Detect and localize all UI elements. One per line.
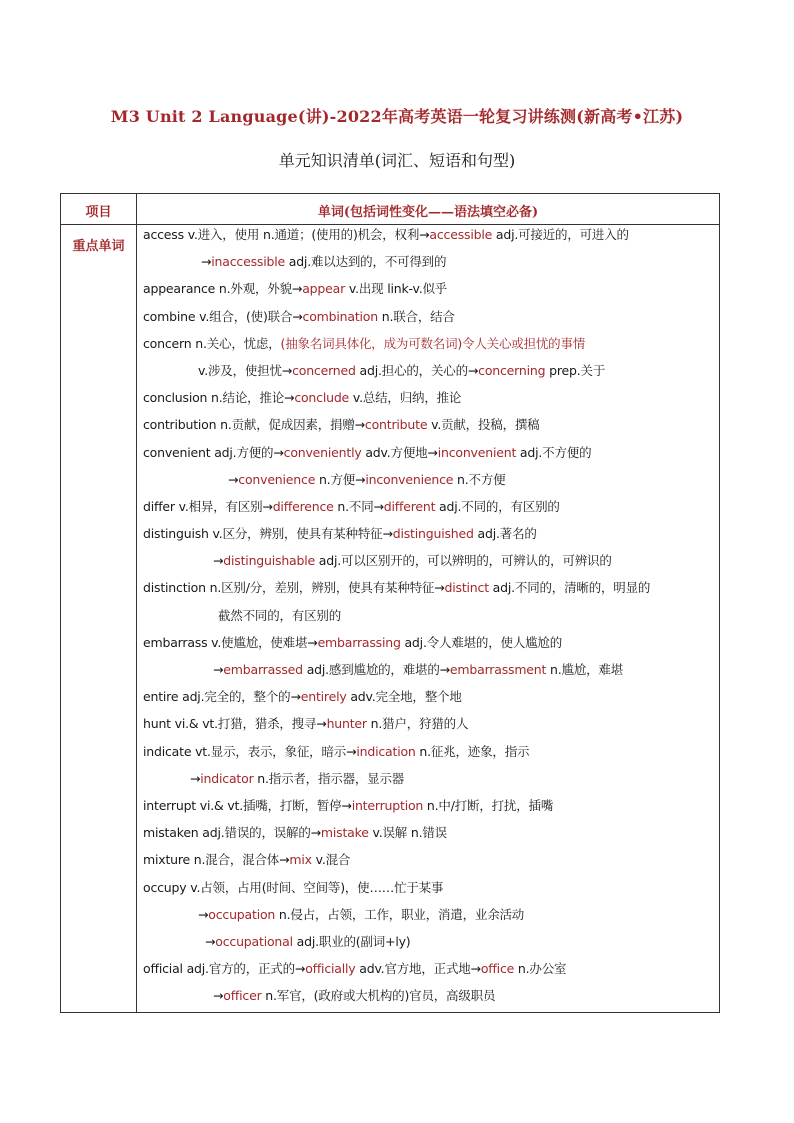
vocab-line bbox=[143, 906, 713, 933]
derived-word: convenience bbox=[238, 471, 316, 487]
table-category-label: 重点单词 bbox=[72, 239, 125, 254]
word-text: v.总结，归纳，推论 bbox=[349, 390, 462, 406]
word-text: v.误解 n.错误 bbox=[368, 825, 447, 841]
word-text: n.不同→ bbox=[333, 498, 384, 514]
word-text: appearance n.外观，外貌→ bbox=[143, 281, 303, 297]
vocab-line bbox=[143, 770, 713, 797]
derived-word: office bbox=[480, 961, 515, 977]
word-text: adj.职业的(副词+ly) bbox=[292, 933, 411, 949]
word-text: n.侵占，占领，工作，职业，消遣，业余活动 bbox=[275, 906, 525, 922]
word-text: v.出现 link-v.似乎 bbox=[345, 281, 448, 297]
vocab-line bbox=[143, 824, 713, 851]
vocab-line bbox=[143, 688, 713, 715]
derived-word: contribute bbox=[364, 417, 428, 433]
word-text: conclusion n.结论，推论→ bbox=[143, 390, 295, 406]
word-text: adj.不同的，清晰的，明显的 bbox=[488, 580, 651, 596]
word-text: n.尴尬，难堪 bbox=[546, 662, 623, 677]
word-text: prep.关于 bbox=[545, 362, 606, 378]
word-text: adj.感到尴尬的，难堪的→ bbox=[302, 662, 450, 677]
derived-word: accessible bbox=[429, 227, 493, 242]
word-text: occupy v.占领，占用(时间、空间等)，使……忙于某事 bbox=[143, 879, 444, 895]
derived-word: officer bbox=[223, 988, 262, 1004]
word-text: adj.担心的，关心的→ bbox=[355, 362, 479, 378]
derived-word: inconvenient bbox=[437, 444, 517, 460]
vocab-line bbox=[143, 389, 713, 416]
word-text: adv.完全地，整个地 bbox=[346, 689, 462, 705]
vocab-line bbox=[143, 471, 713, 498]
word-text: adj.著名的 bbox=[473, 526, 537, 542]
word-text: n.指示者，指示器，显示器 bbox=[253, 770, 405, 786]
derived-word: concerning bbox=[478, 362, 546, 378]
word-text: v.贡献，投稿，撰稿 bbox=[427, 417, 540, 433]
derived-word: distinguishable bbox=[223, 553, 316, 569]
word-text: mistaken adj.错误的，误解的→ bbox=[143, 825, 321, 841]
word-text: v.涉及，使担忧→ bbox=[198, 362, 293, 378]
vocab-line bbox=[143, 579, 713, 606]
derived-word: embarrassment bbox=[449, 662, 547, 677]
derived-word: inaccessible bbox=[211, 254, 285, 270]
word-text: hunt vi.& vt.打猎，猎杀，搜寻→ bbox=[143, 716, 327, 732]
vocab-line bbox=[143, 851, 713, 878]
vocab-line bbox=[143, 743, 713, 770]
table-header-words: 单词(包括词性变化——语法填空必备) bbox=[317, 205, 539, 220]
word-text: combine v.组合，(使)联合→ bbox=[143, 308, 303, 324]
word-text: → bbox=[213, 553, 224, 569]
vocab-line bbox=[143, 661, 713, 688]
word-text: embarrass v.使尴尬，使难堪→ bbox=[143, 634, 318, 650]
word-text: official adj.官方的，正式的→ bbox=[143, 961, 306, 977]
derived-word: indicator bbox=[200, 770, 254, 786]
word-text: adj.不方便的 bbox=[516, 444, 592, 460]
derived-word: embarrassing bbox=[317, 634, 401, 650]
derived-word: entirely bbox=[300, 689, 347, 705]
derived-word: occupational bbox=[215, 933, 293, 949]
document-title: M3 Unit 2 Language(讲)-2022年高考英语一轮复习讲练测(新高考•江苏) bbox=[110, 107, 684, 126]
word-text: → bbox=[213, 662, 224, 677]
derived-word: (抽象名词具体化，成为可数名词)令人关心或担忧的事情 bbox=[280, 335, 586, 351]
word-text: n.不方便 bbox=[453, 471, 506, 487]
vocab-line bbox=[143, 280, 713, 307]
vocab-line bbox=[143, 444, 713, 471]
vocab-line bbox=[143, 960, 713, 987]
document-subtitle: 单元知识清单(词汇、短语和句型) bbox=[278, 151, 516, 170]
word-text: differ v.相异，有区别→ bbox=[143, 498, 273, 514]
word-text: convenient adj.方便的→ bbox=[143, 444, 284, 460]
vocab-line bbox=[143, 715, 713, 742]
word-text: distinction n.区别/分，差别，辨别，使具有某种特征→ bbox=[143, 580, 445, 596]
table-column-divider bbox=[136, 194, 137, 1012]
vocab-line bbox=[143, 308, 713, 335]
vocab-line bbox=[143, 987, 713, 1014]
word-text: indicate vt.显示，表示，象征，暗示→ bbox=[143, 743, 357, 759]
vocab-line bbox=[143, 253, 713, 280]
table-header-divider bbox=[61, 224, 719, 225]
word-text: n.联合，结合 bbox=[377, 308, 455, 324]
word-text: interrupt vi.& vt.插嘴，打断，暂停→ bbox=[143, 797, 352, 813]
derived-word: concerned bbox=[292, 362, 356, 378]
word-text: n.办公室 bbox=[514, 961, 567, 977]
vocabulary-table bbox=[60, 193, 720, 1013]
derived-word: interruption bbox=[351, 797, 424, 813]
word-text: → bbox=[213, 988, 224, 1004]
derived-word: distinguished bbox=[392, 526, 474, 542]
word-text: adv.方便地→ bbox=[361, 444, 438, 460]
derived-word: different bbox=[383, 498, 436, 514]
table-header-item: 项目 bbox=[85, 205, 112, 220]
word-text: → bbox=[205, 933, 216, 949]
word-text: distinguish v.区分，辨别，使具有某种特征→ bbox=[143, 526, 393, 542]
word-text: → bbox=[190, 770, 201, 786]
word-text: n.征兆，迹象，指示 bbox=[415, 743, 530, 759]
word-text: entire adj.完全的，整个的→ bbox=[143, 689, 301, 705]
word-text: contribution n.贡献，促成因素，捐赠→ bbox=[143, 417, 365, 433]
word-text: adj.可以区别开的，可以辨明的，可辨认的，可辨识的 bbox=[315, 553, 612, 569]
word-text: access v.进入，使用 n.通道；(使用的)机会，权利→ bbox=[143, 227, 430, 242]
derived-word: combination bbox=[302, 308, 378, 324]
derived-word: distinct bbox=[444, 580, 489, 596]
vocab-line bbox=[143, 335, 713, 362]
vocab-line bbox=[143, 362, 713, 389]
derived-word: conclude bbox=[294, 390, 350, 406]
vocab-line bbox=[143, 498, 713, 525]
word-text: concern n.关心，忧虑， bbox=[143, 335, 281, 351]
vocab-line bbox=[143, 607, 713, 634]
derived-word: mix bbox=[289, 852, 312, 868]
word-text: → bbox=[228, 471, 239, 487]
word-text: → bbox=[198, 906, 209, 922]
derived-word: occupation bbox=[208, 906, 276, 922]
word-text: mixture n.混合，混合体→ bbox=[143, 852, 290, 868]
derived-word: difference bbox=[272, 498, 334, 514]
word-text: adj.不同的，有区别的 bbox=[435, 498, 560, 514]
vocab-line bbox=[143, 933, 713, 960]
derived-word: embarrassed bbox=[223, 662, 303, 677]
vocab-line bbox=[143, 797, 713, 824]
vocab-line bbox=[143, 226, 713, 253]
derived-word: mistake bbox=[320, 825, 369, 841]
word-text: 截然不同的，有区别的 bbox=[218, 607, 342, 623]
derived-word: hunter bbox=[326, 716, 367, 732]
word-text: adj.难以达到的，不可得到的 bbox=[284, 254, 447, 270]
derived-word: indication bbox=[356, 743, 416, 759]
word-text: n.方便→ bbox=[315, 471, 366, 487]
vocab-line bbox=[143, 525, 713, 552]
word-text: adj.令人难堪的，使人尴尬的 bbox=[400, 634, 563, 650]
derived-word: conveniently bbox=[283, 444, 362, 460]
word-text: v.混合 bbox=[311, 852, 351, 868]
derived-word: appear bbox=[302, 281, 346, 297]
vocab-line bbox=[143, 416, 713, 443]
vocab-line bbox=[143, 634, 713, 661]
word-text: n.猎户，狩猎的人 bbox=[366, 716, 469, 732]
derived-word: inconvenience bbox=[365, 471, 454, 487]
vocab-line bbox=[143, 552, 713, 579]
word-text: adv.官方地，正式地→ bbox=[355, 961, 481, 977]
word-text: n.军官，(政府或大机构的)官员，高级职员 bbox=[261, 988, 496, 1004]
derived-word: officially bbox=[305, 961, 356, 977]
word-text: → bbox=[201, 254, 212, 270]
word-text: n.中/打断，打扰，插嘴 bbox=[423, 797, 554, 813]
word-text: adj.可接近的，可进入的 bbox=[492, 227, 629, 242]
vocabulary-list bbox=[143, 226, 713, 1014]
vocab-line bbox=[143, 879, 713, 906]
